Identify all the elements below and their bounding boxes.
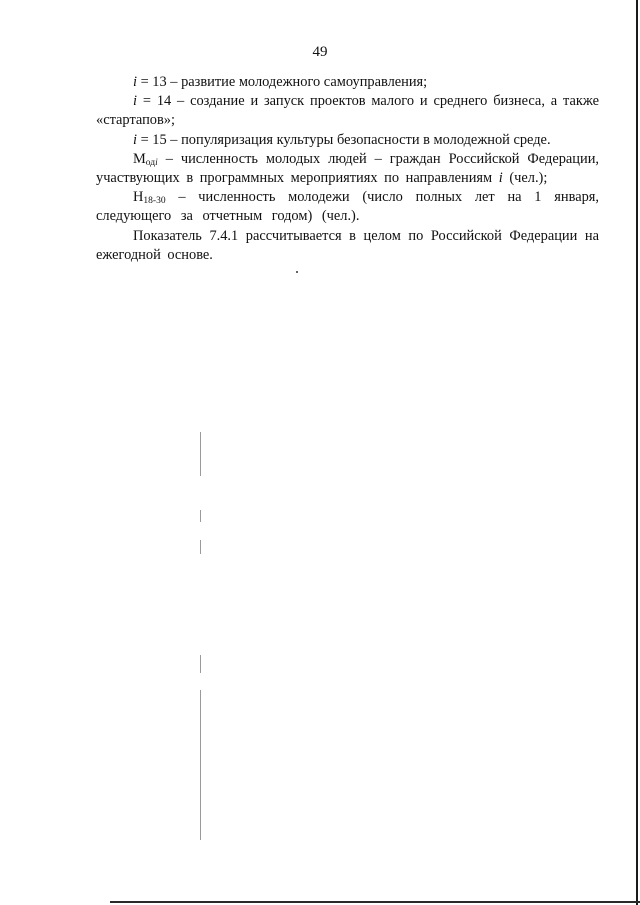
scan-mark	[200, 510, 201, 522]
scan-mark	[200, 690, 201, 840]
index-variable: i	[498, 170, 503, 187]
list-item-text: = 15 – популяризация культуры безопасности в молодежной среде.	[137, 131, 551, 148]
subscript: 18-30	[143, 196, 166, 207]
scan-mark	[200, 655, 201, 673]
page-number: 49	[312, 44, 328, 60]
list-item-text: = 14 – создание и запуск проектов малого и среднего бизнеса, а также «стартапов»;	[96, 93, 599, 129]
subscript-plain: од	[145, 157, 156, 168]
index-variable: i	[133, 93, 137, 110]
closing-paragraph: Показатель 7.4.1 рассчитывается в целом по Российской Федерации на ежегодной основе.	[96, 227, 599, 263]
symbol: М	[133, 150, 146, 167]
list-item	[96, 131, 599, 150]
subscript	[146, 158, 158, 168]
document-body	[96, 73, 599, 265]
index-variable: i	[133, 74, 137, 90]
definition-n-18-30	[96, 188, 599, 226]
subscript-variable: i	[155, 157, 158, 168]
symbol: Н	[133, 189, 144, 206]
scan-edge-bottom	[110, 901, 640, 903]
scan-mark	[200, 540, 201, 554]
scan-mark	[200, 432, 201, 476]
list-item-text: = 13 – развитие молодежного самоуправления;	[137, 74, 428, 90]
index-variable: i	[133, 131, 137, 148]
scan-dot	[296, 271, 298, 273]
definition-tail: (чел.);	[502, 170, 548, 187]
definition-text: – численность молодых людей – граждан Российской Федерации, участвующих в программных мероприятиях по направлениям	[96, 150, 599, 187]
definition-text: – численность молодежи (число полных лет на 1 января, следующего за отчетным годом) (чел.).	[96, 189, 599, 225]
definition-m-odi	[96, 150, 599, 188]
list-item	[96, 92, 599, 130]
scan-edge-right	[636, 0, 638, 905]
list-item	[96, 73, 599, 92]
